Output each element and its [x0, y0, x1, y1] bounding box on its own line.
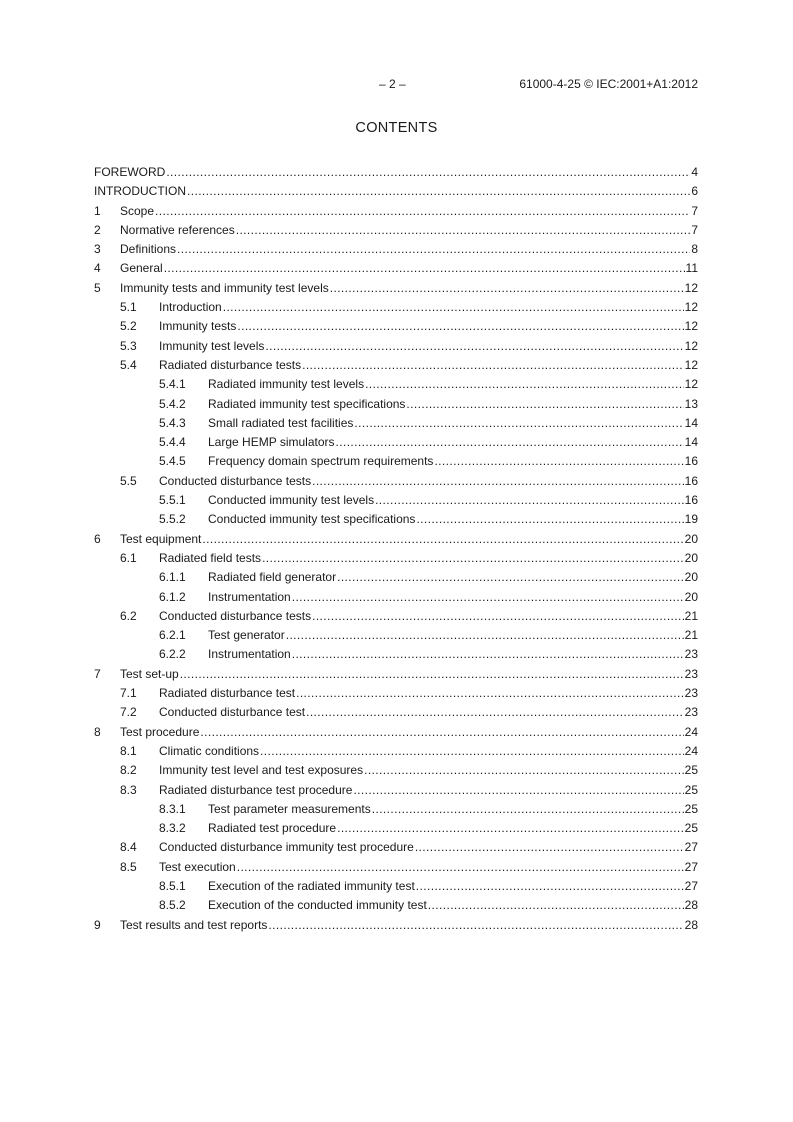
toc-page-number: 25 [684, 801, 698, 816]
toc-page-number: 27 [684, 878, 698, 893]
toc-entry[interactable] [94, 416, 698, 435]
toc-page-number: 16 [684, 454, 698, 469]
toc-section-title: Climatic conditions [159, 743, 260, 758]
toc-section-number: 5.5.1 [159, 493, 186, 508]
page-number: – 2 – [379, 77, 406, 91]
toc-dot-leader [237, 860, 684, 874]
toc-dot-leader [286, 628, 684, 642]
toc-entry[interactable] [94, 281, 698, 300]
toc-entry[interactable] [94, 339, 698, 358]
toc-dot-leader [268, 918, 683, 932]
toc-section-number: 8.5.2 [159, 898, 186, 913]
toc-dot-leader [187, 184, 690, 198]
toc-section-title: Instrumentation [208, 589, 291, 604]
toc-dot-leader [353, 783, 683, 797]
toc-section-number: 6 [94, 531, 101, 546]
toc-page-number: 25 [684, 763, 698, 778]
toc-entry[interactable] [94, 705, 698, 724]
toc-section-number: 8.5 [120, 859, 137, 874]
toc-section-title: Test parameter measurements [208, 801, 371, 816]
toc-dot-leader [336, 435, 684, 449]
toc-entry[interactable] [94, 628, 698, 647]
toc-section-number: 6.2.2 [159, 647, 186, 662]
toc-section-number: 6.2 [120, 608, 137, 623]
toc-entry[interactable] [94, 300, 698, 319]
table-of-contents [94, 165, 698, 937]
toc-dot-leader [312, 474, 684, 488]
toc-section-title: Radiated field tests [159, 550, 262, 565]
toc-dot-leader [337, 570, 684, 584]
toc-dot-leader [200, 725, 683, 739]
toc-dot-leader [292, 590, 684, 604]
toc-entry[interactable] [94, 397, 698, 416]
toc-dot-leader [292, 647, 684, 661]
toc-section-number: 6.1.2 [159, 589, 186, 604]
page-header [94, 77, 698, 93]
toc-page-number: 23 [684, 705, 698, 720]
toc-page-number: 23 [684, 647, 698, 662]
toc-dot-leader [354, 416, 683, 430]
toc-section-title: FOREWORD [94, 165, 166, 179]
toc-section-title: Introduction [159, 300, 222, 315]
toc-page-number: 20 [684, 531, 698, 546]
toc-section-number: 5 [94, 280, 101, 295]
toc-page-number: 12 [684, 300, 698, 315]
toc-page-number: 24 [684, 743, 698, 758]
toc-dot-leader [177, 242, 690, 256]
toc-page-number: 6 [691, 184, 698, 199]
toc-entry[interactable] [94, 783, 698, 802]
toc-section-number: 9 [94, 917, 101, 932]
toc-dot-leader [236, 223, 691, 237]
toc-section-number: 6.1 [120, 550, 137, 565]
toc-page-number: 19 [684, 512, 698, 527]
toc-section-title: Definitions [120, 242, 177, 257]
toc-entry[interactable] [94, 204, 698, 223]
toc-entry[interactable] [94, 223, 698, 242]
toc-entry[interactable] [94, 493, 698, 512]
toc-page-number: 28 [684, 917, 698, 932]
toc-page-number: 4 [691, 165, 698, 179]
toc-section-title: Radiated immunity test levels [208, 377, 365, 392]
toc-page-number: 12 [684, 377, 698, 392]
toc-section-number: 8.3.2 [159, 821, 186, 836]
toc-section-title: Test execution [159, 859, 236, 874]
toc-section-title: Conducted disturbance immunity test procedure [159, 840, 414, 855]
toc-section-title: Radiated disturbance test [159, 686, 296, 701]
toc-entry[interactable] [94, 725, 698, 744]
toc-section-number: 8.3 [120, 782, 137, 797]
toc-section-title: Conducted immunity test levels [208, 493, 375, 508]
toc-page-number: 11 [685, 261, 698, 276]
toc-dot-leader [372, 802, 684, 816]
toc-dot-leader [416, 512, 683, 526]
toc-section-title: Immunity tests [159, 319, 237, 334]
toc-section-number: 5.4.3 [159, 415, 186, 430]
toc-section-title: Frequency domain spectrum requirements [208, 454, 434, 469]
toc-dot-leader [155, 204, 690, 218]
toc-page-number: 23 [684, 686, 698, 701]
toc-entry[interactable] [94, 840, 698, 859]
toc-entry[interactable] [94, 647, 698, 666]
toc-page-number: 7 [691, 222, 698, 237]
toc-section-title: Scope [120, 203, 155, 218]
toc-section-number: 7.2 [120, 705, 137, 720]
toc-entry[interactable] [94, 686, 698, 705]
toc-section-number: 3 [94, 242, 101, 257]
toc-section-number: 8.1 [120, 743, 137, 758]
toc-entry[interactable] [94, 454, 698, 473]
toc-dot-leader [164, 261, 685, 275]
toc-entry[interactable] [94, 898, 698, 917]
toc-section-title: Immunity test level and test exposures [159, 763, 364, 778]
toc-entry[interactable] [94, 879, 698, 898]
toc-dot-leader [306, 705, 684, 719]
toc-section-number: 5.4.2 [159, 396, 186, 411]
toc-section-title: Radiated immunity test specifications [208, 396, 406, 411]
toc-section-title: Test results and test reports [120, 917, 268, 932]
toc-entry[interactable] [94, 860, 698, 879]
toc-page-number: 23 [684, 666, 698, 681]
toc-section-title: Conducted immunity test specifications [208, 512, 416, 527]
toc-entry[interactable] [94, 802, 698, 821]
toc-dot-leader [296, 686, 684, 700]
toc-entry[interactable] [94, 512, 698, 531]
toc-section-number: 5.2 [120, 319, 137, 334]
toc-section-title: Execution of the conducted immunity test [208, 898, 427, 913]
toc-dot-leader [202, 532, 683, 546]
toc-page-number: 20 [684, 550, 698, 565]
toc-dot-leader [364, 763, 684, 777]
toc-dot-leader [237, 319, 683, 333]
toc-entry[interactable] [94, 763, 698, 782]
toc-entry[interactable] [94, 667, 698, 686]
toc-section-number: 7 [94, 666, 101, 681]
toc-entry[interactable] [94, 474, 698, 493]
toc-dot-leader [434, 454, 683, 468]
toc-entry[interactable] [94, 532, 698, 551]
toc-dot-leader [265, 339, 683, 353]
toc-page-number: 12 [684, 357, 698, 372]
toc-section-number: 2 [94, 222, 101, 237]
toc-page-number: 12 [684, 338, 698, 353]
toc-section-title: Test procedure [120, 724, 200, 739]
toc-page-number: 27 [684, 840, 698, 855]
toc-section-title: Conducted disturbance tests [159, 473, 312, 488]
toc-entry[interactable] [94, 551, 698, 570]
toc-entry[interactable] [94, 261, 698, 280]
toc-section-number: 5.1 [120, 300, 137, 315]
toc-section-number: 4 [94, 261, 101, 276]
toc-section-number: 7.1 [120, 686, 137, 701]
toc-dot-leader [415, 840, 684, 854]
toc-section-title: Radiated field generator [208, 570, 337, 585]
toc-section-number: 8.3.1 [159, 801, 186, 816]
toc-page-number: 21 [684, 628, 698, 643]
toc-section-number: 5.4.1 [159, 377, 186, 392]
toc-section-title: Immunity tests and immunity test levels [120, 280, 329, 295]
toc-entry[interactable] [94, 609, 698, 628]
toc-section-number: 8.2 [120, 763, 137, 778]
toc-section-title: Test equipment [120, 531, 202, 546]
toc-entry[interactable] [94, 242, 698, 261]
toc-dot-leader [166, 165, 690, 179]
toc-dot-leader [223, 300, 684, 314]
toc-page-number: 28 [684, 898, 698, 913]
toc-section-title: Conducted disturbance tests [159, 608, 312, 623]
toc-page-number: 7 [691, 203, 698, 218]
contents-title: CONTENTS [355, 120, 438, 136]
toc-dot-leader [312, 609, 684, 623]
toc-section-title: Small radiated test facilities [208, 415, 354, 430]
toc-section-number: 5.5.2 [159, 512, 186, 527]
toc-section-title: Large HEMP simulators [208, 435, 335, 450]
toc-section-number: 5.5 [120, 473, 137, 488]
toc-section-number: 5.4.4 [159, 435, 186, 450]
toc-section-title: Instrumentation [208, 647, 291, 662]
toc-page-number: 12 [684, 280, 698, 295]
toc-entry[interactable] [94, 319, 698, 338]
toc-entry[interactable] [94, 570, 698, 589]
toc-dot-leader [375, 493, 684, 507]
toc-dot-leader [365, 377, 684, 391]
toc-page-number: 16 [684, 473, 698, 488]
document-reference: 61000-4-25 © IEC:2001+A1:2012 [519, 77, 698, 91]
toc-entry[interactable] [94, 358, 698, 377]
toc-section-number: 8.5.1 [159, 878, 186, 893]
toc-section-title: Radiated test procedure [208, 821, 337, 836]
toc-page-number: 16 [684, 493, 698, 508]
toc-page-number: 21 [684, 608, 698, 623]
toc-page-number: 25 [684, 821, 698, 836]
toc-section-number: 1 [94, 203, 101, 218]
toc-page-number: 14 [684, 435, 698, 450]
toc-page-number: 20 [684, 589, 698, 604]
toc-page-number: 27 [684, 859, 698, 874]
toc-section-number: 5.3 [120, 338, 137, 353]
toc-section-title: Execution of the radiated immunity test [208, 878, 415, 893]
toc-dot-leader [180, 667, 684, 681]
toc-section-title: General [120, 261, 163, 276]
toc-page-number: 24 [684, 724, 698, 739]
toc-entry[interactable] [94, 590, 698, 609]
toc-section-title: Normative references [120, 222, 235, 237]
toc-entry[interactable] [94, 165, 698, 184]
toc-section-title: INTRODUCTION [94, 184, 186, 199]
toc-entry[interactable] [94, 184, 698, 203]
toc-section-title: Conducted disturbance test [159, 705, 306, 720]
toc-section-number: 5.4.5 [159, 454, 186, 469]
toc-section-title: Test set-up [120, 666, 179, 681]
toc-page-number: 12 [684, 319, 698, 334]
toc-section-number: 8 [94, 724, 101, 739]
toc-page-number: 14 [684, 415, 698, 430]
toc-section-title: Radiated disturbance test procedure [159, 782, 353, 797]
toc-page-number: 25 [684, 782, 698, 797]
toc-dot-leader [260, 744, 684, 758]
toc-dot-leader [428, 898, 684, 912]
toc-page-number: 20 [684, 570, 698, 585]
toc-section-number: 6.2.1 [159, 628, 186, 643]
toc-entry[interactable] [94, 821, 698, 840]
toc-section-number: 6.1.1 [159, 570, 186, 585]
toc-section-title: Immunity test levels [159, 338, 265, 353]
toc-dot-leader [406, 397, 683, 411]
toc-dot-leader [330, 281, 684, 295]
toc-dot-leader [262, 551, 684, 565]
toc-page-number: 13 [684, 396, 698, 411]
toc-entry[interactable] [94, 918, 698, 937]
toc-section-title: Test generator [208, 628, 285, 643]
toc-entry[interactable] [94, 377, 698, 396]
toc-dot-leader [337, 821, 684, 835]
toc-dot-leader [416, 879, 684, 893]
toc-page-number: 8 [691, 242, 698, 257]
toc-section-number: 5.4 [120, 357, 137, 372]
toc-section-number: 8.4 [120, 840, 137, 855]
toc-entry[interactable] [94, 435, 698, 454]
toc-section-title: Radiated disturbance tests [159, 357, 302, 372]
toc-dot-leader [302, 358, 684, 372]
toc-entry[interactable] [94, 744, 698, 763]
